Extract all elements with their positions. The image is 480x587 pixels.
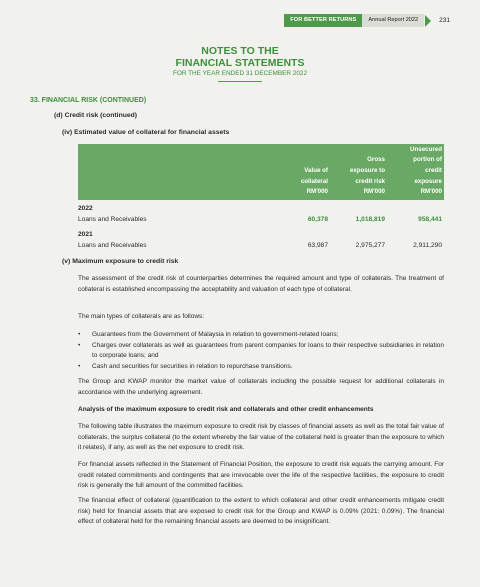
list-item [78,330,444,341]
subsection-heading-d: (d) Credit risk (continued) [54,112,138,119]
list-item-text: Charges over collaterals as well as guarantees from parent companies for loans to their respective subsidiaries in relation to corporate loans; and [92,341,444,360]
paragraph: The Group and KWAP monitor the market value of collaterals including the possible request for additional collaterals in accordance with the underlying agreement. [78,378,444,396]
bullet-icon: • [78,331,81,338]
page-subtitle: FOR THE YEAR ENDED 31 DECEMBER 2022 [172,70,307,77]
row-label: Loans and Receivables [78,216,147,223]
cell-gross-exposure: 2,975,277 [355,242,385,249]
bullet-icon: • [78,341,81,349]
cell-gross-exposure: 1,018,819 [355,216,385,223]
analysis-heading: Analysis of the maximum exposure to credit risk and collaterals and other credit enhancements [78,406,374,413]
paragraph: The assessment of the credit risk of counterparties determines the required amount and type of collaterals. The treatment of collateral is established encompassing the acceptability and valuation of each type of collateral. [78,275,444,293]
paragraph: The main types of collaterals are as follows: [78,313,205,320]
paragraph: The following table illustrates the maximum exposure to credit risk by classes of financial assets as well as the total fair value of collaterals, the surplus collateral (to the extent whereby the fair value of the collateral held is greater than the exposure to which it relates), if any, as well as the net exposure to credit risk. [78,423,445,452]
subsection-heading-iv: (iv) Estimated value of collateral for financial assets [62,129,230,136]
col-header-unsecured: Unsecured portion of credit exposure RM'000 [410,145,442,196]
col-header-collateral: Value of collateral RM'000 [300,167,328,196]
cell-collateral: 63,987 [307,242,328,249]
cell-unsecured: 2,911,290 [413,242,442,249]
title-divider [218,81,262,82]
table-row [78,242,444,249]
collateral-table-header [78,144,444,200]
chevron-right-icon [425,15,431,27]
paragraph: The financial effect of collateral (quantification to the extent to which collateral and other credit enhancements mitigate credit risk) held for financial assets that are exposed to credit risk for the Group and KWAP is 0.09% (2021: 0.09%). The financial effect of collateral held for the remaining financial assets are deemed to be insignificant. [78,497,444,526]
page-number: 231 [439,17,450,24]
year-label: 2022 [78,205,93,212]
bullet-icon: • [78,362,81,370]
cell-unsecured: 958,441 [418,216,442,223]
list-item-text: Guarantees from the Government of Malaysia in relation to government-related loans; [92,331,339,338]
paragraph: For financial assets reflected in the Statement of Financial Position, the exposure to credit risk equals the carrying amount. For credit related commitments and contingents that are irrevocable over the life of the respective facilities, the exposure to credit risk is generally the full amount of the committed facilities. [78,461,444,490]
list-item [78,341,444,362]
page-title-line2: FINANCIAL STATEMENTS [175,57,305,69]
list-item [78,362,444,373]
page-title-block [0,45,480,82]
year-label: 2021 [78,231,93,238]
table-row-year [78,231,444,238]
running-header [284,14,450,27]
page-title-line1: NOTES TO THE [201,45,279,57]
table-row-year [78,205,444,212]
row-label: Loans and Receivables [78,242,147,249]
section-heading-33: 33. FINANCIAL RISK (CONTINUED) [30,97,147,104]
header-report-name: Annual Report 2022 [362,14,424,27]
collateral-types-list [78,330,444,372]
table-row [78,216,444,223]
subsection-heading-v: (v) Maximum exposure to credit risk [62,258,179,265]
header-tagline: FOR BETTER RETURNS [284,14,362,27]
list-item-text: Cash and securities for securities in relation to repurchase transitions. [92,362,293,370]
col-header-gross-exposure: Gross exposure to credit risk RM'000 [349,156,385,196]
cell-collateral: 60,378 [307,216,328,223]
